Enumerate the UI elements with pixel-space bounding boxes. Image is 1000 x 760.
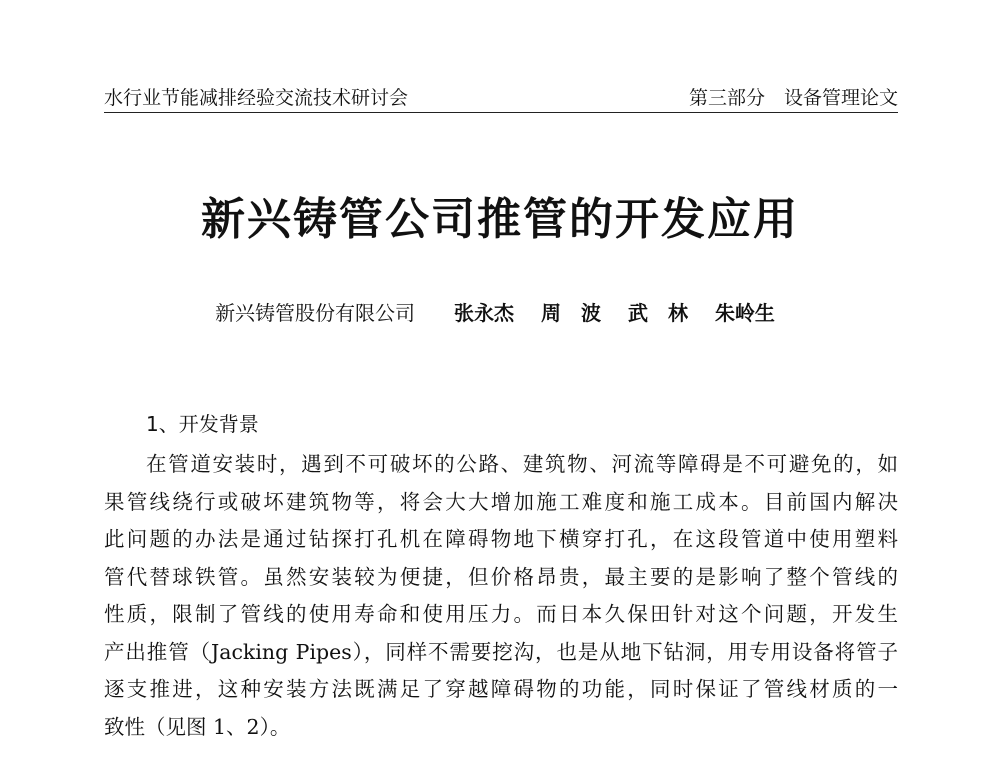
section-heading: 1、开发背景: [146, 412, 259, 436]
author-name: 周 波: [541, 301, 601, 325]
paragraph-line: 此问题的办法是通过钻探打孔机在障碍物地下横穿打孔，在这段管道中使用塑料: [104, 527, 898, 551]
author-name: 武 林: [627, 301, 688, 325]
author-name: 张永杰: [454, 301, 515, 325]
author-organization: 新兴铸管股份有限公司: [215, 301, 416, 325]
paragraph-line: 性质，限制了管线的使用寿命和使用压力。而日本久保田针对这个问题，开发生: [104, 602, 898, 626]
paragraph-line: 果管线绕行或破坏建筑物等，将会大大增加施工难度和施工成本。目前国内解决: [104, 489, 898, 514]
body-paragraph: [104, 446, 898, 746]
running-header: [104, 84, 898, 113]
paragraph-line: 致性（见图 1、2）。: [104, 714, 291, 739]
byline: [0, 297, 1000, 329]
header-conference-name: 水行业节能减排经验交流技术研讨会: [104, 87, 409, 109]
header-section-name: 第三部分 设备管理论文: [688, 87, 898, 109]
paragraph-line: 管代替球铁管。虽然安装较为便捷，但价格昂贵，最主要的是影响了整个管线的: [104, 564, 898, 589]
paragraph-line: 产出推管（Jacking Pipes），同样不需要挖沟，也是从地下钻洞，用专用设备将管子: [104, 639, 898, 664]
author-name: 朱岭生: [714, 301, 775, 325]
paragraph-line: 在管道安装时，遇到不可破坏的公路、建筑物、河流等障碍是不可避免的，如: [146, 452, 898, 476]
paper-title: 新兴铸管公司推管的开发应用: [201, 194, 799, 245]
paragraph-line: 逐支推进，这种安装方法既满足了穿越障碍物的功能，同时保证了管线材质的一: [104, 677, 898, 701]
